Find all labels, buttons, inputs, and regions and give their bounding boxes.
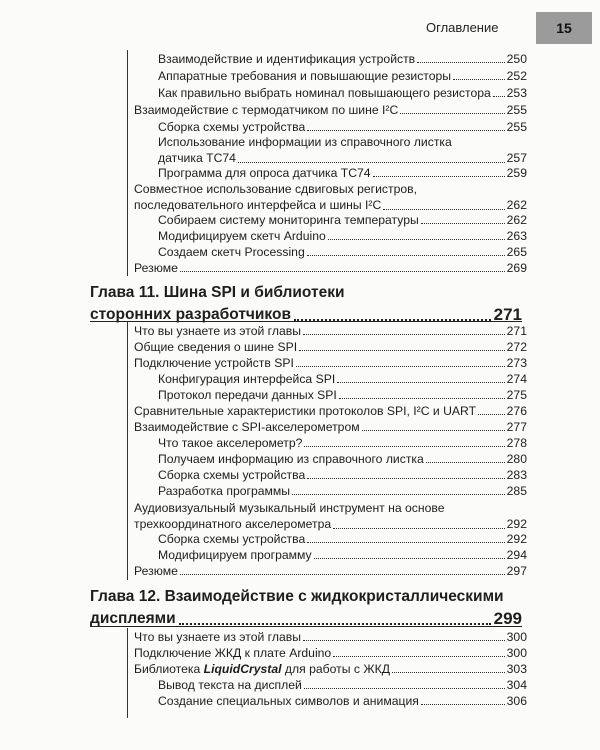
toc-entry[interactable] — [134, 564, 527, 578]
toc-entry-page: 285 — [506, 484, 527, 498]
toc-entry-title-suffix: для работы с ЖКД — [281, 662, 390, 676]
toc-entry-page: 257 — [506, 151, 527, 165]
toc-entry-title: Собираем систему мониторинга температуры — [158, 213, 419, 227]
toc-entry-title: Вывод текста на дисплей — [158, 678, 302, 692]
toc-entry-page: 278 — [506, 436, 527, 450]
chapter-rule — [90, 626, 522, 627]
toc-entry-page: 253 — [506, 86, 527, 100]
toc-entry[interactable] — [158, 388, 527, 402]
toc-entry[interactable] — [134, 500, 527, 532]
toc-entry[interactable] — [158, 245, 527, 259]
toc-entry-page: 306 — [506, 694, 527, 708]
toc-entry-page: 259 — [506, 166, 527, 180]
toc-entry[interactable] — [158, 213, 527, 227]
toc-entry-page: 300 — [506, 630, 527, 644]
toc-group-bar — [127, 322, 128, 580]
toc-entry[interactable] — [158, 69, 527, 83]
toc-entry[interactable] — [158, 120, 527, 134]
toc-entry-title: Сравнительные характеристики протоколов SPI, I²C и UART — [134, 404, 477, 418]
toc-entry-page: 294 — [506, 548, 527, 562]
toc-entry[interactable] — [158, 678, 527, 692]
toc-entry-page: 280 — [506, 452, 527, 466]
toc-entry-title: Взаимодействие и идентификация устройств — [158, 52, 416, 66]
toc-entry-title-line2: трехкоординатного акселерометра — [134, 517, 332, 531]
toc-entry[interactable] — [158, 372, 527, 386]
toc-entry-page: 292 — [506, 517, 527, 531]
toc-entry-title: Резюме — [134, 564, 178, 578]
toc-entry[interactable] — [158, 694, 527, 708]
toc-entry-title: Подключение ЖКД к плате Arduino — [134, 646, 332, 660]
toc-entry-title: Создаем скетч Processing — [158, 245, 305, 259]
toc-entry-title: Что вы узнаете из этой главы — [134, 630, 301, 644]
toc-entry-page: 303 — [506, 662, 527, 676]
toc-entry-title: Протокол передачи данных SPI — [158, 388, 337, 402]
toc-entry-title: Подключение устройств SPI — [134, 356, 294, 370]
toc-group-bar — [127, 50, 128, 276]
toc-entry-page: 255 — [506, 120, 527, 134]
toc-entry[interactable] — [134, 103, 527, 117]
toc-entry[interactable] — [134, 261, 527, 275]
chapter-title-line2: сторонних разработчиков — [90, 306, 291, 323]
toc-entry-title: Взаимодействие с SPI-акселерометром — [134, 420, 360, 434]
toc-entry[interactable] — [134, 404, 527, 418]
chapter-title-line1: Глава 11. Шина SPI и библиотеки — [90, 284, 345, 301]
toc-entry-title: Получаем информацию из справочного листка — [158, 452, 424, 466]
toc-entry-title: Модифицируем скетч Arduino — [158, 229, 326, 243]
toc-entry[interactable] — [134, 356, 527, 370]
toc-entry-title: Что такое акселерометр? — [158, 436, 303, 450]
toc-entry-page: 292 — [506, 532, 527, 546]
toc-entry-page: 297 — [506, 564, 527, 578]
page-number-badge: 15 — [536, 12, 592, 44]
toc-entry-title-line2: последовательного интерфейса и шины I²C — [134, 198, 382, 212]
toc-entry-page: 262 — [506, 198, 527, 212]
toc-entry-title: Сборка схемы устройства — [158, 120, 306, 134]
toc-entry[interactable] — [134, 420, 527, 434]
toc-entry-title: Создание специальных символов и анимация — [158, 694, 419, 708]
chapter-title-line1: Глава 12. Взаимодействие с жидкокристаллическими — [90, 588, 504, 605]
toc-entry[interactable] — [158, 532, 527, 546]
toc-entry-page: 300 — [506, 646, 527, 660]
toc-entry-title: Аппаратные требования и повышающие резисторы — [158, 69, 452, 83]
toc-entry[interactable] — [158, 86, 527, 100]
toc-entry-page: 252 — [506, 69, 527, 83]
chapter-heading[interactable] — [90, 586, 522, 630]
running-header-title: Оглавление — [426, 20, 499, 35]
toc-entry[interactable] — [134, 340, 527, 354]
toc-entry-title — [134, 662, 390, 676]
toc-entry-page: 304 — [506, 678, 527, 692]
toc-entry-page: 274 — [506, 372, 527, 386]
toc-entry-page: 265 — [506, 245, 527, 259]
toc-entry[interactable] — [158, 484, 527, 498]
toc-entry-title: Конфигурация интерфейса SPI — [158, 372, 336, 386]
toc-entry-page: 271 — [506, 324, 527, 338]
chapter-rule — [90, 321, 522, 322]
toc-entry[interactable] — [158, 436, 527, 450]
toc-entry-title-line1: Совместное использование сдвиговых регистров, — [134, 182, 418, 196]
toc-entry-page: 272 — [506, 340, 527, 354]
toc-entry[interactable] — [134, 630, 527, 644]
toc-entry-page: 255 — [506, 103, 527, 117]
toc-entry-title-prefix: Библиотека — [134, 662, 204, 676]
toc-entry[interactable] — [158, 548, 527, 562]
toc-entry-page: 276 — [506, 404, 527, 418]
toc-entry-page: 277 — [506, 420, 527, 434]
toc-entry-title-line1: Использование информации из справочного листка — [158, 135, 452, 149]
toc-entry-title: Резюме — [134, 261, 178, 275]
toc-entry-title: Разработка программы — [158, 484, 291, 498]
toc-entry[interactable] — [158, 452, 527, 466]
toc-entry-page: 269 — [506, 261, 527, 275]
toc-entry-title: Сборка схемы устройства — [158, 468, 306, 482]
toc-entry[interactable] — [158, 52, 527, 66]
toc-entry-title: Как правильно выбрать номинал повышающего резистора — [158, 86, 491, 100]
toc-entry[interactable] — [158, 134, 527, 166]
toc-entry[interactable] — [158, 229, 527, 243]
chapter-title-line2: дисплеями — [90, 610, 176, 627]
toc-entry-page: 275 — [506, 388, 527, 402]
toc-entry-title-line2: датчика TC74 — [158, 151, 236, 165]
toc-entry-page: 283 — [506, 468, 527, 482]
chapter-page: 271 — [493, 305, 522, 324]
toc-entry[interactable] — [134, 324, 527, 338]
toc-entry[interactable] — [134, 181, 527, 213]
chapter-heading[interactable] — [90, 282, 522, 326]
toc-entry-page: 262 — [506, 213, 527, 227]
chapter-page: 299 — [493, 609, 522, 628]
toc-group-bar — [127, 628, 128, 718]
toc-entry-title: Программа для опроса датчика TC74 — [158, 166, 371, 180]
toc-entry-title: Что вы узнаете из этой главы — [134, 324, 301, 338]
library-name: LiquidCrystal — [203, 662, 282, 676]
toc-entry-title: Общие сведения о шине SPI — [134, 340, 298, 354]
toc-entry[interactable] — [134, 662, 527, 676]
toc-entry-page: 263 — [506, 229, 527, 243]
toc-entry[interactable] — [158, 166, 527, 180]
toc-entry[interactable] — [158, 468, 527, 482]
toc-entry-title: Взаимодействие с термодатчиком по шине I²C — [134, 103, 399, 117]
toc-entry-title: Сборка схемы устройства — [158, 532, 306, 546]
toc-entry-title-line1: Аудиовизуальный музыкальный инструмент на основе — [134, 501, 445, 515]
toc-entry-title: Модифицируем программу — [158, 548, 312, 562]
toc-entry[interactable] — [134, 646, 527, 660]
toc-entry-page: 273 — [506, 356, 527, 370]
toc-entry-page: 250 — [506, 52, 527, 66]
